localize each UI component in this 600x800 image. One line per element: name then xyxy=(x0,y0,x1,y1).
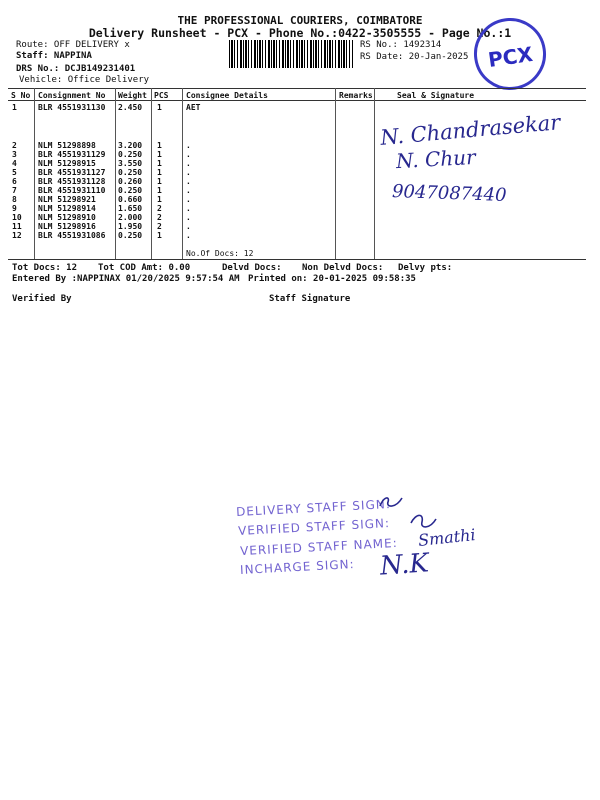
table-top-border xyxy=(8,88,586,89)
cell-pcs: 1 xyxy=(157,159,162,168)
runsheet-title: Delivery Runsheet - PCX - Phone No.:0422-3505555 - Page No.:1 xyxy=(88,26,512,40)
entered-by: Entered By :NAPPINAX 01/20/2025 9:57:54 AM xyxy=(12,274,240,284)
cell-consignment: NLM 51298910 xyxy=(38,213,96,222)
cell-consignee: . xyxy=(186,186,191,195)
cell-weight: 0.250 xyxy=(118,186,143,195)
route-label: Route: OFF DELIVERY x xyxy=(16,40,130,50)
vehicle-label: Vehicle: Office Delivery xyxy=(19,75,150,85)
cell-consignment: NLM 51298921 xyxy=(38,195,96,204)
table-bottom-border xyxy=(8,259,586,260)
rs-date: RS Date: 20-Jan-2025 xyxy=(360,52,469,62)
cell-consignment: BLR 4551931127 xyxy=(38,168,106,177)
staff-label: Staff: NAPPINA xyxy=(16,51,92,61)
cell-pcs: 1 xyxy=(157,150,162,159)
incharge-signature: N.K xyxy=(379,548,430,582)
cell-consignment: BLR 4551931129 xyxy=(38,150,106,159)
cell-weight: 1.650 xyxy=(118,204,143,213)
cell-pcs: 2 xyxy=(157,213,162,222)
verified-by: Verified By xyxy=(12,294,72,304)
col-header-seal: Seal & Signature xyxy=(397,91,475,100)
cell-consignment: BLR 4551931110 xyxy=(38,186,106,195)
verified-staff-name-handwritten: Smathi xyxy=(417,525,477,550)
cell-weight: 1.950 xyxy=(118,222,143,231)
table-row xyxy=(0,177,600,186)
table-row xyxy=(0,103,600,112)
cell-weight: 3.200 xyxy=(118,141,143,150)
staff-signature-label: Staff Signature xyxy=(269,294,351,304)
non-delvd-docs: Non Delvd Docs: xyxy=(302,263,384,273)
cell-consignment: BLR 4551931130 xyxy=(38,103,106,112)
table-row xyxy=(0,159,600,168)
cell-pcs: 1 xyxy=(157,103,162,112)
verified-staff-name: VERIFIED STAFF NAME: xyxy=(239,535,399,559)
cell-consignment: NLM 51298898 xyxy=(38,141,96,150)
table-header-border xyxy=(8,100,586,101)
delvd-docs: Delvd Docs: xyxy=(222,263,282,273)
col-header-remarks: Remarks xyxy=(339,91,373,100)
tot-docs: Tot Docs: 12 xyxy=(12,263,78,273)
cell-consignee: . xyxy=(186,204,191,213)
cell-pcs: 1 xyxy=(157,177,162,186)
cell-sno: 8 xyxy=(12,195,17,204)
cell-sno: 3 xyxy=(12,150,17,159)
cell-consignment: NLM 51298916 xyxy=(38,222,96,231)
printed-on: Printed on: 20-01-2025 09:58:35 xyxy=(248,274,416,284)
handwritten-initials: N. Chur xyxy=(395,144,477,174)
cell-sno: 6 xyxy=(12,177,17,186)
cell-sno: 7 xyxy=(12,186,17,195)
cell-weight: 0.260 xyxy=(118,177,143,186)
table-row xyxy=(0,204,600,213)
cell-consignment: BLR 4551931086 xyxy=(38,231,106,240)
handwritten-name: N. Chandrasekar xyxy=(379,110,562,150)
rs-number: RS No.: 1492314 xyxy=(360,40,442,50)
table-row xyxy=(0,222,600,231)
table-row xyxy=(0,195,600,204)
cell-weight: 3.550 xyxy=(118,159,143,168)
cell-sno: 11 xyxy=(12,222,22,231)
cell-consignee: . xyxy=(186,150,191,159)
cell-sno: 10 xyxy=(12,213,22,222)
cell-sno: 5 xyxy=(12,168,17,177)
cell-pcs: 2 xyxy=(157,222,162,231)
tot-cod-amt: Tot COD Amt: 0.00 xyxy=(98,263,191,273)
cell-weight: 2.450 xyxy=(118,103,143,112)
cell-consignee: . xyxy=(186,141,191,150)
cell-consignee: AET xyxy=(186,103,201,112)
cell-consignment: NLM 51298915 xyxy=(38,159,96,168)
table-row xyxy=(0,141,600,150)
cell-pcs: 1 xyxy=(157,231,162,240)
table-row xyxy=(0,213,600,222)
cell-pcs: 1 xyxy=(157,195,162,204)
cell-sno: 9 xyxy=(12,204,17,213)
company-title: THE PROFESSIONAL COURIERS, COIMBATORE xyxy=(177,14,423,27)
cell-consignee: . xyxy=(186,195,191,204)
cell-consignee: . xyxy=(186,177,191,186)
cell-consignee: . xyxy=(186,222,191,231)
handwritten-phone: 9047087440 xyxy=(391,181,507,206)
table-row xyxy=(0,168,600,177)
col-header-pcs: PCS xyxy=(154,91,169,100)
cell-weight: 0.660 xyxy=(118,195,143,204)
cell-weight: 2.000 xyxy=(118,213,143,222)
cell-pcs: 1 xyxy=(157,186,162,195)
pcx-stamp: PCX xyxy=(469,13,550,94)
cell-weight: 0.250 xyxy=(118,150,143,159)
delvy-pts: Delvy pts: xyxy=(398,263,453,273)
cell-consignee: . xyxy=(186,213,191,222)
drs-number: DRS No.: DCJB149231401 xyxy=(16,64,136,74)
cell-sno: 4 xyxy=(12,159,17,168)
cell-sno: 2 xyxy=(12,141,17,150)
col-header-weight: Weight xyxy=(118,91,147,100)
barcode-image xyxy=(229,40,353,68)
cell-weight: 0.250 xyxy=(118,231,143,240)
cell-sno: 12 xyxy=(12,231,22,240)
cell-consignee: . xyxy=(186,231,191,240)
verified-staff-sign: VERIFIED STAFF SIGN: xyxy=(237,516,391,538)
cell-consignment: NLM 51298914 xyxy=(38,204,96,213)
table-row xyxy=(0,231,600,240)
no-of-docs: No.Of Docs: 12 xyxy=(186,249,254,258)
table-row xyxy=(0,186,600,195)
cell-sno: 1 xyxy=(12,103,17,112)
col-header-sno: S No xyxy=(11,91,31,100)
cell-pcs: 1 xyxy=(157,168,162,177)
cell-pcs: 1 xyxy=(157,141,162,150)
table-row xyxy=(0,150,600,159)
cell-consignee: . xyxy=(186,159,191,168)
delivery-staff-sign: DELIVERY STAFF SIGN: xyxy=(235,496,392,520)
col-header-consignment: Consignment No xyxy=(38,91,106,100)
cell-consignee: . xyxy=(186,168,191,177)
incharge-sign: INCHARGE SIGN: xyxy=(239,557,355,577)
cell-pcs: 2 xyxy=(157,204,162,213)
delivery-staff-signature xyxy=(378,494,404,514)
cell-consignment: BLR 4551931128 xyxy=(38,177,106,186)
cell-weight: 0.250 xyxy=(118,168,143,177)
col-header-consignee: Consignee Details xyxy=(186,91,268,100)
